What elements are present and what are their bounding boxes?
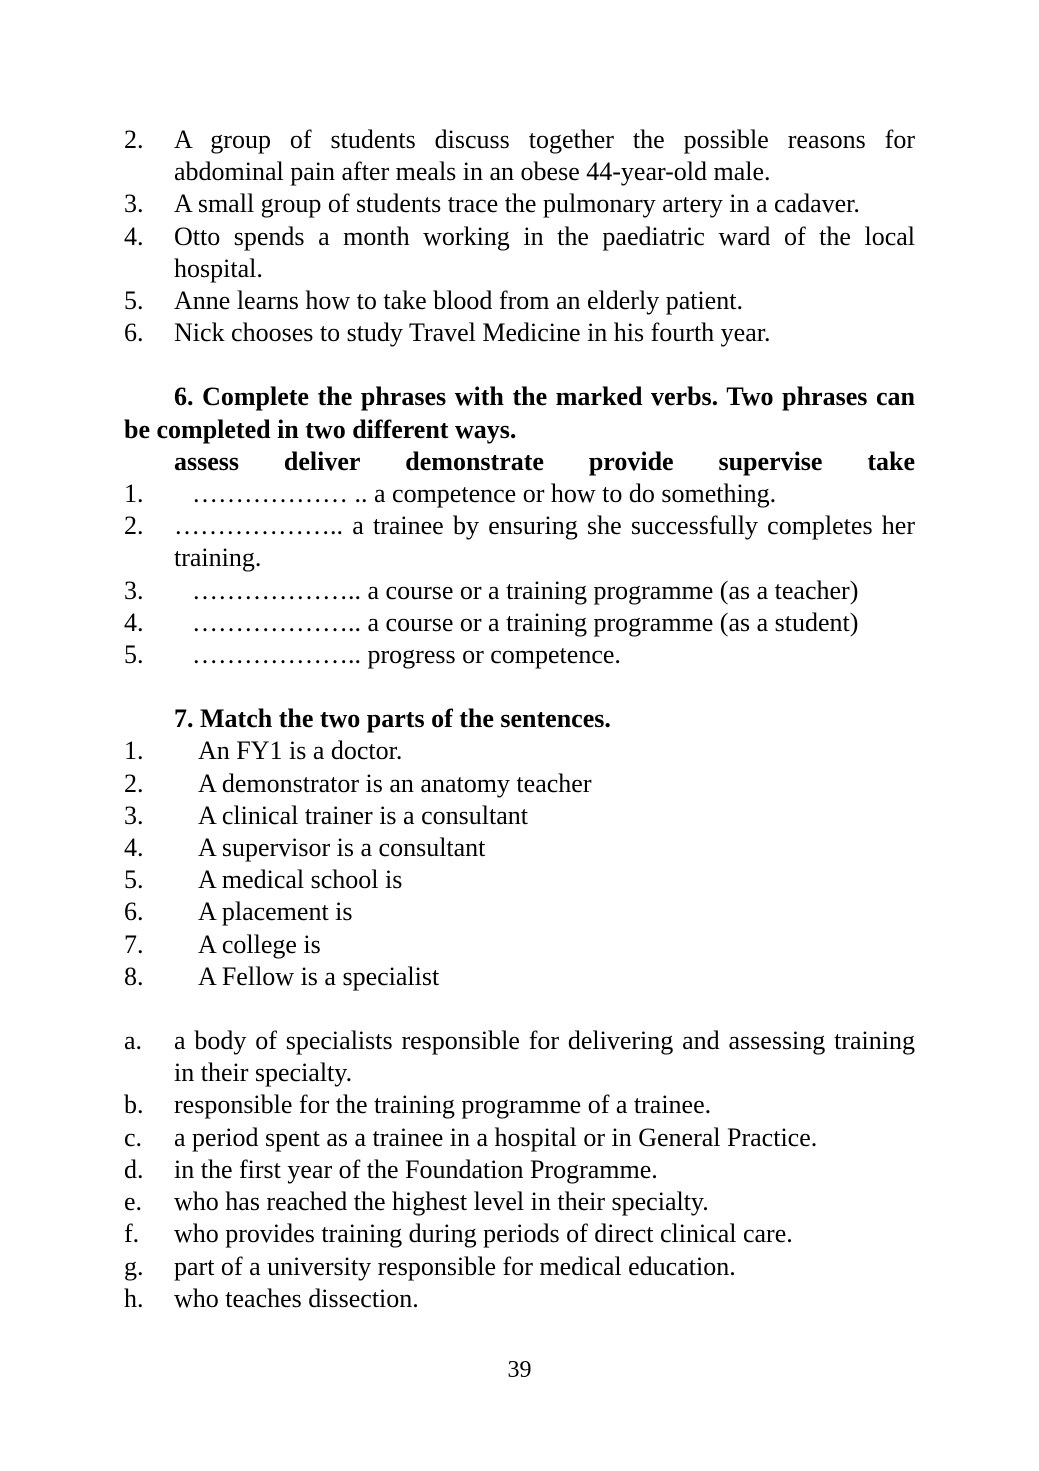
item-number: 2. [124,511,144,541]
item-letter: g. [124,1251,144,1281]
item-letter: d. [124,1154,144,1184]
spacer [124,349,915,381]
item-text: A college is [198,929,321,959]
list-item [124,735,915,767]
item-number: 3. [124,189,144,219]
ending-item [124,1025,915,1089]
item-text: who teaches dissection. [174,1283,419,1313]
item-number: 7. [124,929,144,959]
ending-item [124,1089,915,1121]
list-item [124,607,915,639]
item-text: A Fellow is a specialist [198,961,440,991]
item-letter: e. [124,1187,143,1217]
spacer [124,671,915,703]
verb: take [867,446,915,476]
verb: provide [588,446,674,476]
item-text: An FY1 is a doctor. [198,736,403,766]
item-number: 6. [124,897,144,927]
list-item [124,639,915,671]
item-number: 3. [124,800,144,830]
item-text: ……………….. progress or competence. [192,640,621,670]
list-item [124,864,915,896]
item-letter: b. [124,1090,144,1120]
exercise-6 [124,381,915,671]
item-text: A medical school is [198,865,403,895]
item-number: 3. [124,575,144,605]
item-text: part of a university responsible for medical education. [174,1251,736,1281]
item-number: 5. [124,865,144,895]
item-number: 2. [124,125,144,154]
item-text: A placement is [198,897,353,927]
item-text: Nick chooses to study Travel Medicine in his fourth year. [174,318,771,348]
page-content [124,124,915,1315]
ending-item [124,1122,915,1154]
exercise-7 [124,703,915,1315]
item-text: Anne learns how to take blood from an elderly patient. [174,286,743,316]
item-text: who provides training during periods of direct clinical care. [174,1219,793,1249]
item-number: 5. [124,640,144,670]
item-text: A small group of students trace the pulmonary artery in a cadaver. [174,189,860,219]
list-item [124,800,915,832]
list-item [124,188,915,220]
item-text: a body of specialists responsible for delivering and assessing training in their specialty. [174,1026,915,1088]
item-text: responsible for the training programme of a trainee. [174,1090,712,1120]
list-item [124,124,915,188]
item-number: 6. [124,318,144,348]
item-text: ……………….. a trainee by ensuring she successfully completes her training. [174,511,915,573]
item-text: A group of students discuss together the possible reasons for abdominal pain after meals in an obese 44-year-old male. [174,125,915,187]
item-number: 8. [124,961,144,991]
spacer [124,993,915,1025]
item-text: who has reached the highest level in their specialty. [174,1187,709,1217]
ending-item [124,1186,915,1218]
list-item [124,510,915,574]
item-letter: f. [124,1219,140,1249]
item-number: 2. [124,768,144,798]
item-text: in the first year of the Foundation Programme. [174,1154,658,1184]
list-item [124,317,915,349]
item-number: 5. [124,286,144,316]
item-letter: c. [124,1122,143,1152]
list-item [124,961,915,993]
item-number: 4. [124,833,144,863]
ending-item [124,1218,915,1250]
item-text: a period spent as a trainee in a hospital or in General Practice. [174,1122,818,1152]
item-text: ……………….. a course or a training programme (as a teacher) [192,575,859,605]
verb-list [174,446,915,478]
item-text: A demonstrator is an anatomy teacher [198,768,592,798]
verb: supervise [718,446,823,476]
item-number: 1. [124,479,144,509]
list-item [124,221,915,285]
exercise-7-heading: 7. Match the two parts of the sentences. [174,704,611,734]
item-letter: h. [124,1283,144,1313]
ending-item [124,1251,915,1283]
list-item [124,285,915,317]
list-top [124,124,915,349]
verb: demonstrate [405,446,544,476]
item-text: ……………….. a course or a training programme (as a student) [192,607,859,637]
page-number: 39 [507,1357,532,1383]
list-item [124,896,915,928]
ending-item [124,1283,915,1315]
ending-item [124,1154,915,1186]
list-item [124,768,915,800]
exercise-6-heading: 6. Complete the phrases with the marked verbs. Two phrases can be completed in two different ways. [124,382,915,444]
item-number: 4. [124,607,144,637]
item-text: ……………… .. a competence or how to do something. [192,479,777,509]
verb: deliver [283,446,361,476]
item-text: A supervisor is a consultant [198,833,486,863]
list-item [124,929,915,961]
item-text: Otto spends a month working in the paediatric ward of the local hospital. [174,221,915,283]
list-item [124,832,915,864]
item-number: 4. [124,221,144,251]
item-text: A clinical trainer is a consultant [198,800,528,830]
item-number: 1. [124,736,144,766]
verb: assess [174,446,240,476]
item-letter: a. [124,1026,143,1056]
list-item [124,575,915,607]
list-item [124,478,915,510]
